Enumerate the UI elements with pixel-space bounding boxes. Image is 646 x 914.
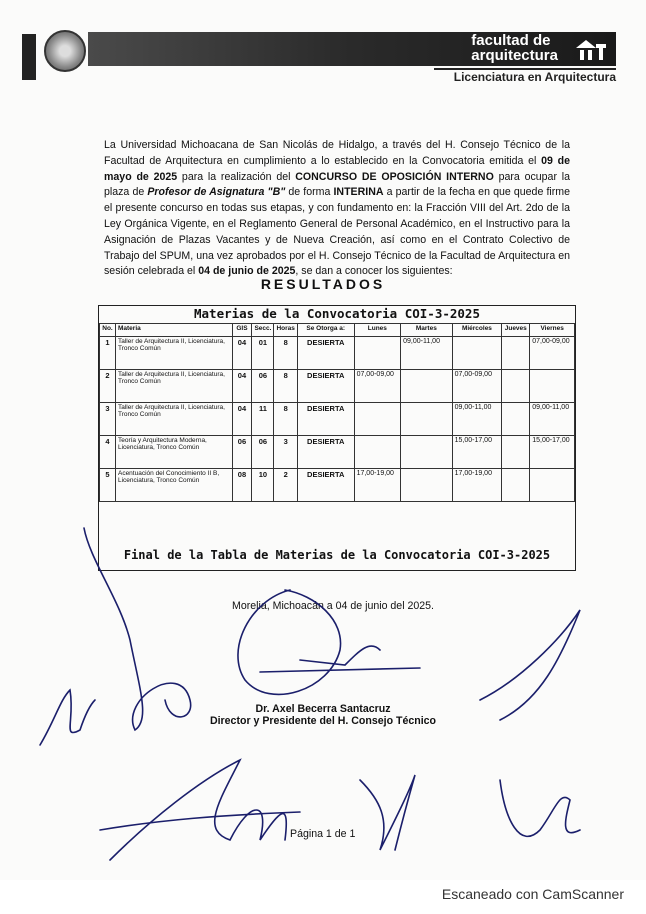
- signatory-name: Dr. Axel Becerra Santacruz: [255, 703, 391, 715]
- date-sesion: 04 de junio de 2025: [198, 265, 296, 278]
- cell-gis: 08: [232, 469, 252, 502]
- cell-gis: 04: [232, 337, 252, 370]
- cell-otorga: DESIERTA: [297, 370, 354, 403]
- cell-no: 4: [100, 436, 116, 469]
- cell-secc: 06: [252, 436, 274, 469]
- p1: La Universidad Michoacana de San Nicolás de Hidalgo, a través del H. Consejo Técnico de la Facultad de Arquitectura en cumplimiento a lo establecido en la Convocatoria emitida el: [104, 139, 570, 167]
- cell-secc: 01: [252, 337, 274, 370]
- cell-otorga: DESIERTA: [297, 469, 354, 502]
- col-martes: Martes: [401, 324, 452, 337]
- signature-stroke-far-left: [40, 690, 95, 745]
- p4: de forma: [285, 186, 334, 199]
- table-title: Materias de la Convocatoria COI-3-2025: [194, 306, 480, 321]
- cell-miercoles: 07,00-09,00: [452, 370, 502, 403]
- cell-viernes: 07,00-09,00: [530, 337, 575, 370]
- cell-secc: 11: [252, 403, 274, 436]
- cell-martes: 09,00-11,00: [401, 337, 452, 370]
- p2: para la realización del: [177, 170, 296, 183]
- col-horas: Horas: [274, 324, 297, 337]
- col-viernes: Viernes: [530, 324, 575, 337]
- scanner-watermark: Escaneado con CamScanner: [441, 886, 624, 902]
- concurso-name: CONCURSO DE OPOSICIÓN INTERNO: [295, 170, 494, 183]
- p5: a partir de la fecha en que quede firme el presente concurso en todas sus etapas, y con fundamento en: la Fracción VIII del Art. 2do de la Ley Orgánica Vigente, en el Reglamento General de Personal Académico, en el Instructivo para la Asignación de Plazas Vacantes y de Nueva Creación, así como en el Contrato Colectivo de Trabajo del SPUM, una vez aprobados por el H. Consejo Técnico de la Facultad de Arquitectura en sesión celebrada el: [104, 186, 570, 278]
- date-convocatoria: 09 de mayo de 2025: [104, 154, 570, 183]
- scanner-footer: [0, 880, 646, 914]
- results-heading: RESULTADOS: [260, 276, 386, 292]
- page-number: Página 1 de 1: [290, 828, 356, 840]
- col-otorga: Se Otorga a:: [297, 324, 354, 337]
- cell-materia: Teoría y Arquitectura Moderna, Licenciatura, Tronco Común: [115, 436, 232, 469]
- col-lunes: Lunes: [354, 324, 401, 337]
- cell-no: 5: [100, 469, 116, 502]
- col-secc: Secc.: [252, 324, 274, 337]
- place-date: Morelia, Michoacán a 04 de junio del 2025.: [232, 600, 435, 612]
- cell-horas: 3: [274, 436, 297, 469]
- cell-lunes: 07,00-09,00: [354, 370, 401, 403]
- col-jueves: Jueves: [502, 324, 530, 337]
- cell-no: 2: [100, 370, 116, 403]
- cell-miercoles: 15,00-17,00: [452, 436, 502, 469]
- cell-materia: Taller de Arquitectura II, Licenciatura, Tronco Común: [115, 337, 232, 370]
- signature-stroke-left: [84, 528, 191, 730]
- faculty-line-1: facultad de: [471, 32, 551, 49]
- cell-secc: 06: [252, 370, 274, 403]
- col-no: No.: [100, 324, 116, 337]
- cell-no: 1: [100, 337, 116, 370]
- cell-otorga: DESIERTA: [297, 403, 354, 436]
- table-footer: Final de la Tabla de Materias de la Convocatoria COI-3-2025: [123, 548, 551, 562]
- cell-no: 3: [100, 403, 116, 436]
- signature-stroke-right-top: [480, 610, 580, 720]
- cell-horas: 8: [274, 337, 297, 370]
- signature-stroke-center-circle: [238, 590, 341, 694]
- p3: para ocupar la plaza de: [104, 170, 570, 199]
- cell-otorga: DESIERTA: [297, 337, 354, 370]
- cell-otorga: DESIERTA: [297, 436, 354, 469]
- p6: , se dan a conocer los siguientes:: [295, 265, 453, 278]
- col-gis: GIS: [232, 324, 252, 337]
- cell-horas: 8: [274, 403, 297, 436]
- cell-viernes: 15,00-17,00: [530, 436, 575, 469]
- cell-materia: Acentuación del Conocimiento II B, Licenciatura, Tronco Común: [115, 469, 232, 502]
- signature-stroke-bottom-center: [360, 775, 415, 850]
- interina-label: INTERINA: [333, 186, 384, 199]
- cell-materia: Taller de Arquitectura II, Licenciatura, Tronco Común: [115, 403, 232, 436]
- program-subtitle: Licenciatura en Arquitectura: [434, 68, 616, 84]
- cell-miercoles: 17,00-19,00: [452, 469, 502, 502]
- col-materia: Materia: [115, 324, 232, 337]
- cell-viernes: 09,00-11,00: [530, 403, 575, 436]
- col-miercoles: Miércoles: [452, 324, 502, 337]
- cell-gis: 04: [232, 403, 252, 436]
- signature-stroke-bottom-left: [110, 760, 286, 860]
- cell-miercoles: 09,00-11,00: [452, 403, 502, 436]
- signature-stroke-right-bottom: [500, 780, 580, 836]
- cell-horas: 8: [274, 370, 297, 403]
- faculty-line-2: arquitectura: [471, 47, 558, 64]
- signature-stroke-bottom-left-2: [100, 812, 300, 830]
- cell-gis: 04: [232, 370, 252, 403]
- cell-materia: Taller de Arquitectura II, Licenciatura, Tronco Común: [115, 370, 232, 403]
- signatory-role: Director y Presidente del H. Consejo Técnico: [209, 715, 437, 727]
- cell-secc: 10: [252, 469, 274, 502]
- cell-horas: 2: [274, 469, 297, 502]
- plaza-name: Profesor de Asignatura "B": [147, 186, 286, 199]
- cell-lunes: 17,00-19,00: [354, 469, 401, 502]
- cell-gis: 06: [232, 436, 252, 469]
